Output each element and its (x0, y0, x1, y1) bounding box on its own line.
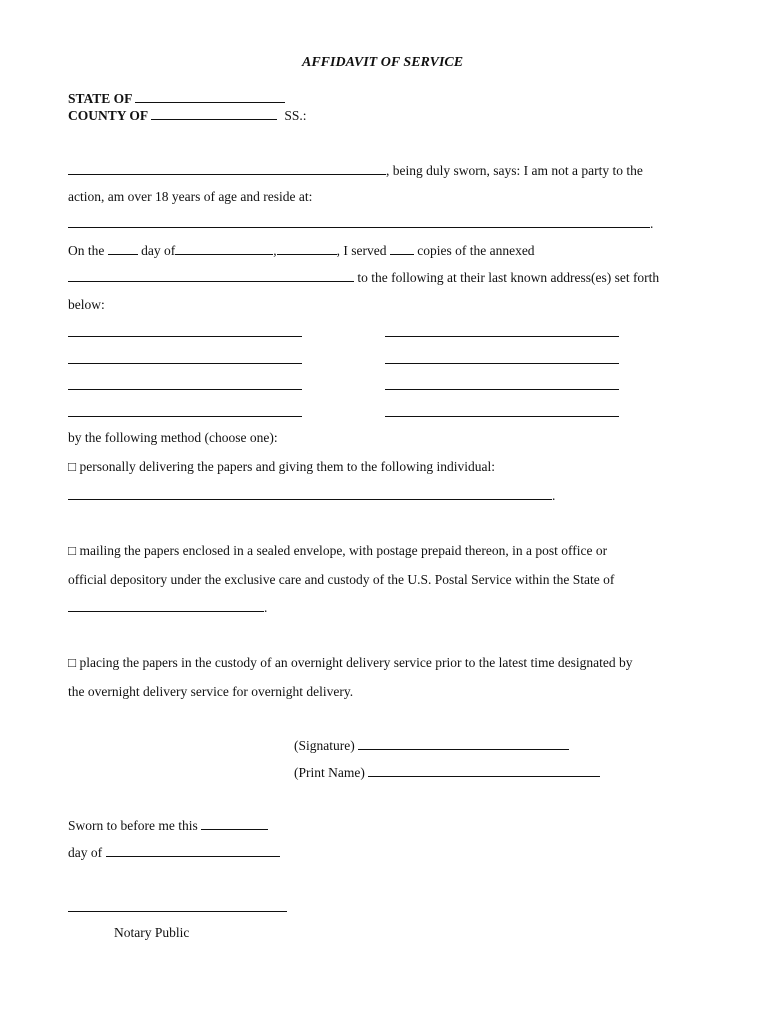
address-right-2-field[interactable] (385, 363, 619, 364)
county-label: COUNTY OF (68, 108, 148, 123)
document-title: AFFIDAVIT OF SERVICE (302, 55, 464, 70)
print-name-field[interactable] (368, 765, 600, 777)
to-following-text: to the following at their last known address(es) set forth (357, 270, 660, 285)
residence-address-field[interactable] (68, 216, 650, 228)
address-left-1-field[interactable] (68, 336, 302, 337)
mail-option[interactable]: □ mailing the papers enclosed in a sealed envelope, with postage prepaid thereon, in a post office or (68, 543, 608, 558)
state-field[interactable] (135, 91, 285, 103)
day-of-label: day of (141, 243, 176, 258)
reside-text: action, am over 18 years of age and reside at: (68, 189, 313, 204)
on-the-label: On the (68, 243, 105, 258)
service-month-field[interactable] (175, 243, 273, 255)
notary-signature-field[interactable] (68, 911, 287, 912)
notary-month-field[interactable] (106, 845, 280, 857)
mail-state-line (68, 600, 267, 616)
ss-label: SS.: (284, 108, 307, 123)
address-left-3-field[interactable] (68, 389, 302, 390)
service-year-field[interactable] (277, 243, 337, 255)
signature-line (294, 738, 569, 754)
address-left-4-field[interactable] (68, 416, 302, 417)
individual-line (68, 488, 555, 504)
service-line (68, 243, 535, 259)
sworn-before-line (68, 818, 268, 834)
address-line (68, 216, 653, 232)
copies-count-field[interactable] (390, 243, 414, 255)
notary-day-field[interactable] (201, 818, 268, 830)
address-right-3-field[interactable] (385, 389, 619, 390)
below-label: below: (68, 297, 105, 312)
notary-day-of-label: day of (68, 845, 103, 860)
print-name-line (294, 765, 600, 781)
notary-day-of-line (68, 845, 280, 861)
address-left-2-field[interactable] (68, 363, 302, 364)
signature-label: (Signature) (294, 738, 355, 753)
print-name-label: (Print Name) (294, 765, 365, 780)
state-label: STATE OF (68, 91, 132, 106)
address-right-1-field[interactable] (385, 336, 619, 337)
sworn-text: , being duly sworn, says: I am not a party to the (386, 163, 643, 178)
served-label: , I served (336, 243, 387, 258)
notary-public-label: Notary Public (114, 925, 190, 940)
annexed-line (68, 270, 659, 286)
address-right-4-field[interactable] (385, 416, 619, 417)
overnight-option-line2: the overnight delivery service for overnight delivery. (68, 684, 354, 699)
county-field[interactable] (151, 108, 277, 120)
mail-period: . (264, 600, 268, 615)
mail-option-line2: official depository under the exclusive care and custody of the U.S. Postal Service within the State of (68, 572, 615, 587)
address-period: . (650, 216, 654, 231)
annexed-papers-field[interactable] (68, 270, 354, 282)
county-line (68, 108, 307, 124)
personal-delivery-option[interactable]: □ personally delivering the papers and giving them to the following individual: (68, 459, 495, 474)
service-day-field[interactable] (108, 243, 138, 255)
sworn-before-label: Sworn to before me this (68, 818, 198, 833)
deponent-line (68, 163, 643, 179)
method-intro: by the following method (choose one): (68, 430, 278, 445)
individual-name-field[interactable] (68, 488, 552, 500)
individual-period: . (552, 488, 556, 503)
mail-state-field[interactable] (68, 600, 264, 612)
state-line (68, 91, 285, 107)
overnight-option[interactable]: □ placing the papers in the custody of an overnight delivery service prior to the latest time designated by (68, 655, 633, 670)
comma: , (273, 243, 277, 258)
signature-field[interactable] (358, 738, 569, 750)
deponent-name-field[interactable] (68, 163, 386, 175)
copies-label: copies of the annexed (417, 243, 535, 258)
